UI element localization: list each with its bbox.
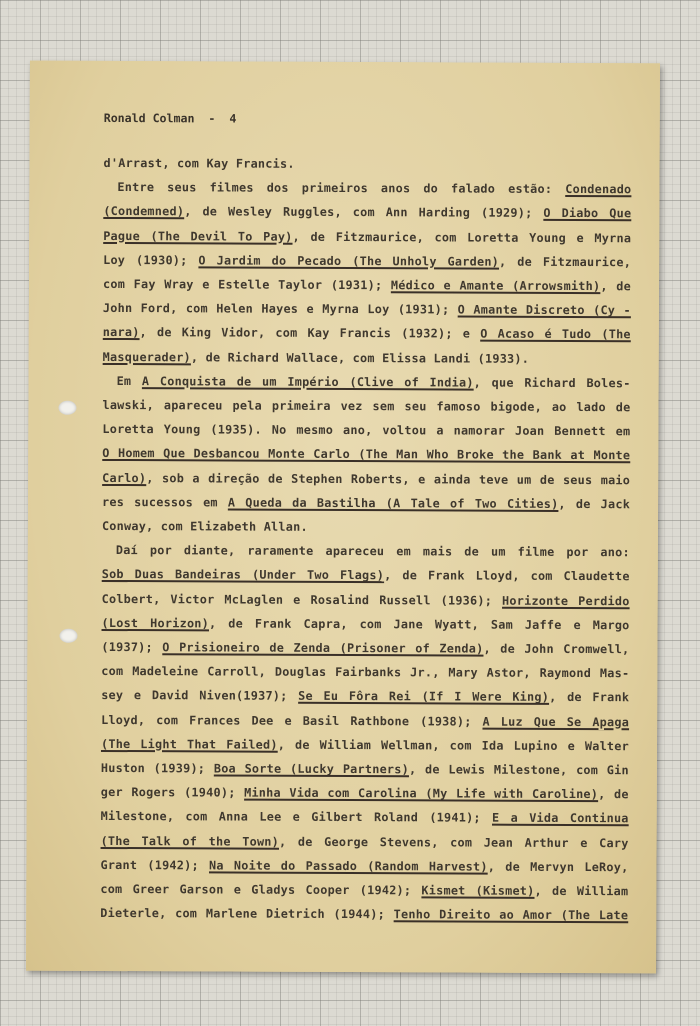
text-line (102, 518, 630, 536)
text-segment: lawski, apareceu pela primeira vez sem seu famoso bigode, ao lado de (102, 397, 631, 415)
film-title-underlined: Médico e Amante (Arrowsmith) (390, 278, 601, 294)
text-line (103, 300, 631, 318)
text-segment: ger Rogers (1940); (100, 785, 245, 800)
text-segment: com Fay Wray e Estelle Taylor (1931); (102, 276, 391, 293)
text-line (103, 228, 631, 246)
text-line (102, 445, 630, 463)
text-line (102, 542, 630, 560)
text-line (103, 252, 631, 270)
text-segment: Grant (1942); (100, 857, 210, 873)
text-segment: (1937); (101, 639, 163, 655)
film-title-underlined: O Prisioneiro de Zenda (Prisoner of Zenda) (162, 640, 484, 656)
text-segment: , de Richard Wallace, com Elissa Landi (1933). (190, 349, 530, 366)
text-segment: Lloyd, com Frances Dee e Basil Rathbone (1938); (101, 712, 483, 729)
text-segment: , de Fitzmaurice, com Loretta Young e Myrna (292, 229, 632, 245)
film-title-underlined: Sob Duas Bandeiras (Under Two Flags) (101, 567, 385, 583)
film-title-underlined: Tenho Direito ao Amor (The Late (393, 907, 629, 923)
film-title-underlined: Condenado (565, 182, 632, 197)
film-title-underlined: Na Noite do Passado (Random Harvest) (208, 858, 488, 874)
film-title-underlined: (The Light That Failed) (100, 736, 278, 752)
text-segment: , de (598, 787, 629, 802)
text-segment: , de Frank Capra, com Jane Wyatt, Sam Jaffe e Margo (209, 616, 630, 633)
text-segment: , de (600, 279, 632, 294)
text-segment: com Greer Garson e Gladys Cooper (1942); (100, 881, 422, 898)
document-page (26, 61, 660, 974)
film-title-underlined: O Amante Discreto (Cy - (457, 302, 631, 318)
text-segment: , de Mervyn LeRoy, (487, 859, 629, 875)
text-line (103, 349, 631, 367)
text-segment: , de Jack (558, 496, 631, 512)
text-line (102, 494, 630, 512)
text-segment: Entre seus filmes dos primeiros anos do falado estão: (117, 180, 566, 197)
text-line (101, 833, 629, 851)
text-segment: , de King Vidor, com Kay Francis (1932); e (139, 325, 481, 341)
film-title-underlined: Kismet (Kismet) (421, 883, 535, 898)
page-header: Ronald Colman - 4 (103, 110, 237, 126)
text-line (100, 905, 628, 923)
text-line (101, 712, 629, 730)
text-line (101, 808, 629, 826)
text-line (103, 276, 631, 294)
text-segment: , de John Cromwell, (483, 641, 630, 657)
text-segment: , que Richard Boles- (473, 375, 631, 391)
film-title-underlined: Boa Sorte (Lucky Partners) (213, 761, 410, 777)
film-title-underlined: O Homem Que Desbancou Monte Carlo (The Man Who Broke the Bank at Monte (102, 446, 631, 463)
text-segment: , de George Stevens, com Jean Arthur e Cary (279, 834, 629, 850)
film-title-underlined: A Conquista de um Império (Clive of India) (141, 373, 474, 390)
film-title-underlined: Se Eu Fôra Rei (If I Were King) (298, 689, 550, 705)
film-title-underlined: A Luz Que Se Apaga (482, 714, 630, 729)
film-title-underlined: A Queda da Bastilha (A Tale of Two Cities) (227, 495, 559, 511)
text-segment: , de Fitzmaurice, (499, 254, 632, 270)
text-line (100, 857, 628, 875)
text-segment: sey e David Niven(1937); (101, 688, 299, 704)
text-line (103, 203, 631, 221)
text-line (102, 566, 630, 584)
text-line (101, 639, 629, 657)
text-line (102, 421, 630, 439)
film-title-underlined: O Jardim do Pecado (The Unholy Garden) (198, 253, 500, 269)
film-title-underlined: E a Vida Continua (492, 811, 629, 826)
film-title-underlined: O Acaso é Tudo (The (480, 326, 631, 342)
text-segment: Conway, com Elizabeth Allan. (101, 518, 308, 534)
text-line (101, 760, 629, 778)
text-segment: , de Lewis Milestone, com Gin (408, 762, 629, 778)
film-title-underlined: nara) (102, 325, 140, 340)
text-segment: Daí por diante, raramente apareceu em mais de um filme por ano: (115, 543, 630, 560)
text-segment: Dieterle, com Marlene Dietrich (1944); (100, 906, 394, 922)
body-text (26, 61, 660, 974)
text-line (102, 591, 630, 609)
text-segment: , de Wesley Ruggles, com Ann Harding (1929); (184, 204, 544, 221)
film-title-underlined: O Diabo Que (543, 206, 632, 221)
text-segment: Milestone, com Anna Lee e Gilbert Roland (1941); (100, 809, 493, 826)
text-line (101, 687, 629, 705)
text-segment: Em (116, 373, 142, 388)
text-line (102, 397, 630, 415)
text-segment: , de William Wellman, com Ida Lupino e Walter (277, 737, 630, 754)
text-segment: , de Frank (549, 690, 630, 705)
text-line (101, 784, 629, 802)
text-segment: com Madeleine Carroll, Douglas Fairbanks Jr., Mary Astor, Raymond Mas- (101, 664, 630, 681)
text-line (102, 470, 630, 488)
text-line (103, 324, 631, 342)
text-segment: Colbert, Victor McLaglen e Rosalind Russell (1936); (101, 591, 503, 608)
text-segment: Loy (1930); (103, 252, 199, 268)
text-segment: , sob a direção de Stephen Roberts, e ainda teve um de seus maio (146, 470, 631, 487)
film-title-underlined: (Lost Horizon) (101, 615, 210, 631)
film-title-underlined: Horizonte Perdido (502, 593, 630, 608)
text-line (103, 373, 631, 391)
text-segment: Loretta Young (1935). No mesmo ano, voltou a namorar Joan Bennett em (102, 422, 631, 439)
text-segment: John Ford, com Helen Hayes e Myrna Loy (1931); (102, 301, 458, 317)
text-line (100, 881, 628, 899)
text-line (104, 155, 632, 173)
text-line (102, 615, 630, 633)
film-title-underlined: Masquerader) (102, 349, 191, 364)
film-title-underlined: (The Talk of the Town) (100, 833, 280, 849)
text-segment: , de Frank Lloyd, com Claudette (384, 568, 630, 584)
text-line (101, 736, 629, 754)
film-title-underlined: Carlo) (102, 470, 147, 485)
text-segment: d'Arrast, com Kay Francis. (103, 155, 295, 171)
text-line (101, 663, 629, 681)
film-title-underlined: (Condemned) (103, 204, 185, 219)
film-title-underlined: Pague (The Devil To Pay) (103, 228, 293, 244)
text-segment: , de William (534, 883, 629, 899)
film-title-underlined: Minha Vida com Carolina (My Life with Caroline) (244, 785, 599, 802)
text-line (103, 179, 631, 197)
text-segment: Huston (1939); (100, 760, 214, 776)
text-segment: res sucessos em (102, 494, 228, 510)
